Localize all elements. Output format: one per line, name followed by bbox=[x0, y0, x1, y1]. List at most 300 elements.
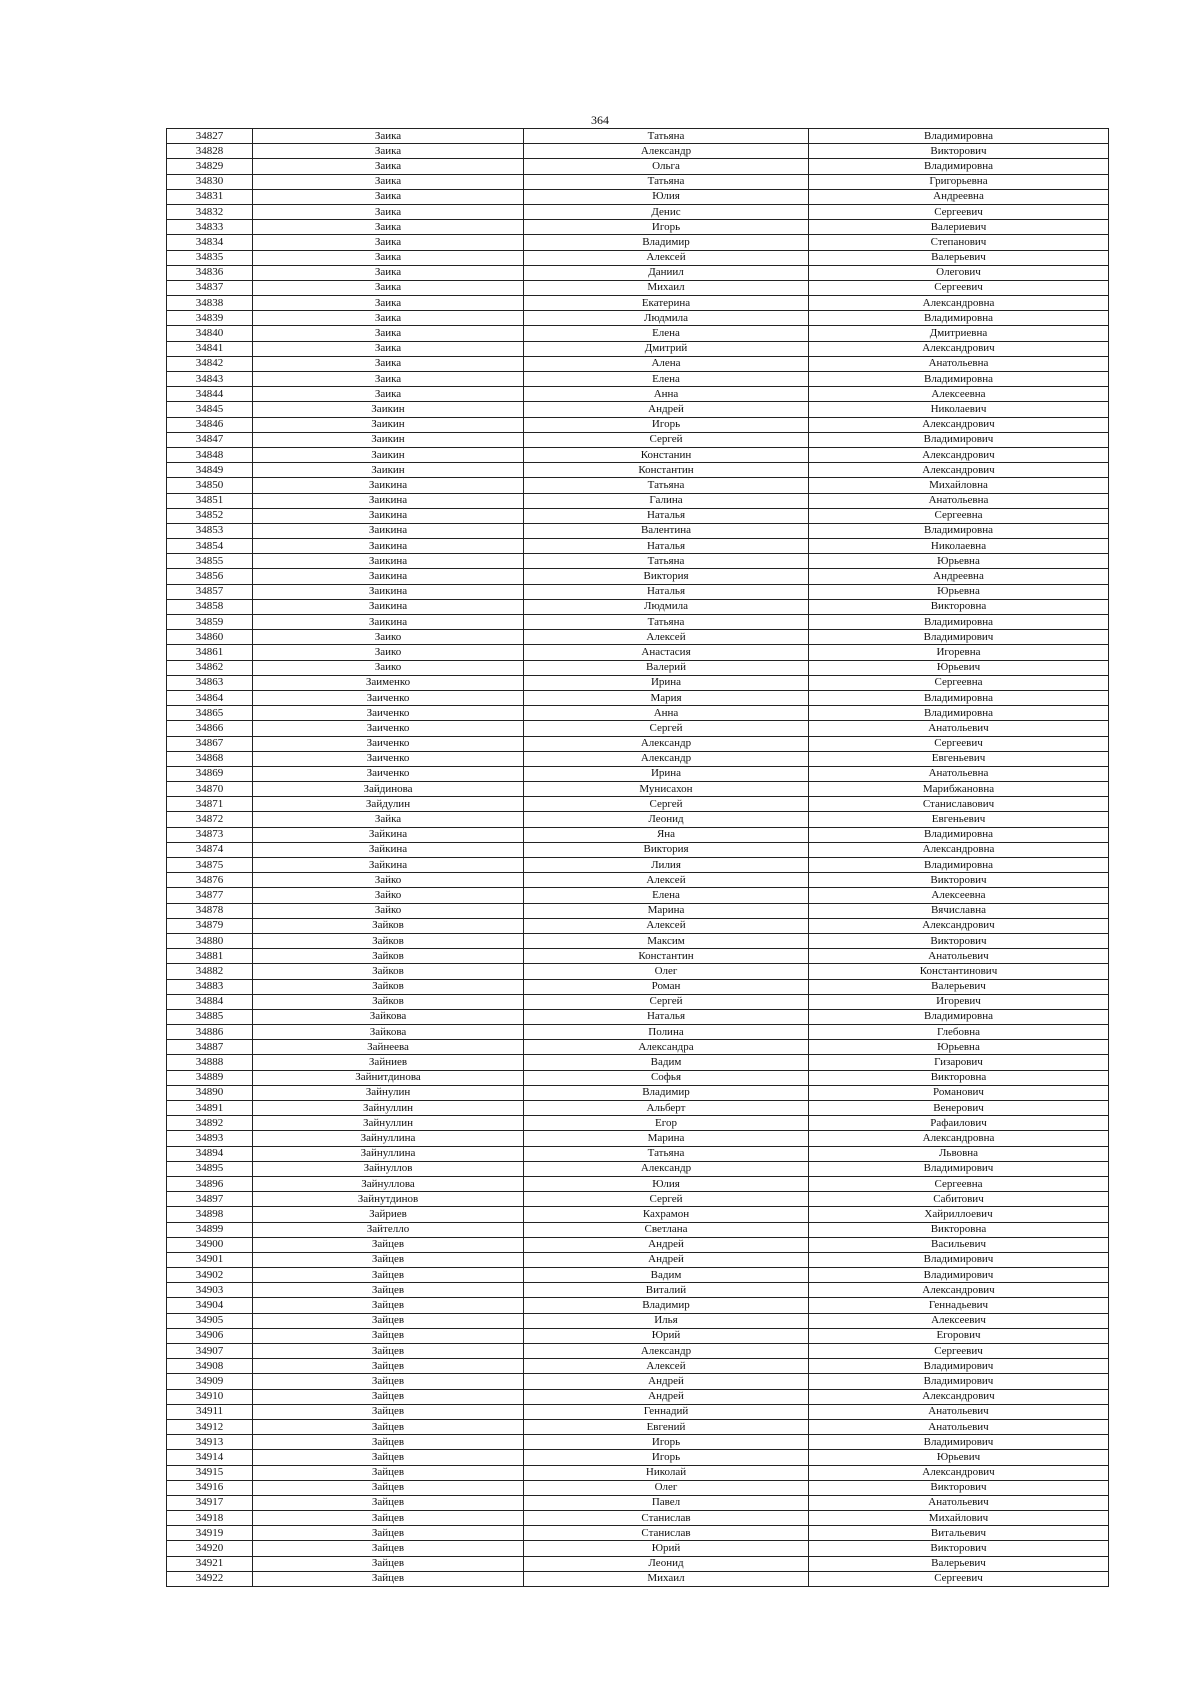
first-name-cell: Павел bbox=[524, 1495, 809, 1510]
first-name-cell: Светлана bbox=[524, 1222, 809, 1237]
patronymic-cell: Владимирович bbox=[809, 1374, 1109, 1389]
table-row bbox=[167, 964, 1109, 979]
record-number-cell: 34914 bbox=[167, 1450, 253, 1465]
record-number-cell: 34917 bbox=[167, 1495, 253, 1510]
last-name-cell: Зайнуллина bbox=[253, 1131, 524, 1146]
last-name-cell: Зайкина bbox=[253, 842, 524, 857]
record-number-cell: 34848 bbox=[167, 447, 253, 462]
last-name-cell: Зайнитдинова bbox=[253, 1070, 524, 1085]
record-number-cell: 34853 bbox=[167, 523, 253, 538]
last-name-cell: Заика bbox=[253, 189, 524, 204]
record-number-cell: 34828 bbox=[167, 144, 253, 159]
record-number-cell: 34910 bbox=[167, 1389, 253, 1404]
record-number-cell: 34865 bbox=[167, 706, 253, 721]
last-name-cell: Заикин bbox=[253, 463, 524, 478]
record-number-cell: 34833 bbox=[167, 220, 253, 235]
record-number-cell: 34851 bbox=[167, 493, 253, 508]
first-name-cell: Игорь bbox=[524, 1435, 809, 1450]
table-row bbox=[167, 888, 1109, 903]
patronymic-cell: Владимировна bbox=[809, 311, 1109, 326]
table-row bbox=[167, 660, 1109, 675]
record-number-cell: 34920 bbox=[167, 1541, 253, 1556]
last-name-cell: Зайкина bbox=[253, 858, 524, 873]
patronymic-cell: Васильевич bbox=[809, 1237, 1109, 1252]
table-row bbox=[167, 751, 1109, 766]
last-name-cell: Заиченко bbox=[253, 751, 524, 766]
record-number-cell: 34907 bbox=[167, 1344, 253, 1359]
table-row bbox=[167, 1085, 1109, 1100]
last-name-cell: Заика bbox=[253, 159, 524, 174]
patronymic-cell: Александрович bbox=[809, 1283, 1109, 1298]
patronymic-cell: Валерьевич bbox=[809, 1556, 1109, 1571]
patronymic-cell: Сергеевна bbox=[809, 1176, 1109, 1191]
table-row bbox=[167, 918, 1109, 933]
record-number-cell: 34868 bbox=[167, 751, 253, 766]
patronymic-cell: Игоревна bbox=[809, 645, 1109, 660]
table-row bbox=[167, 933, 1109, 948]
patronymic-cell: Глебовна bbox=[809, 1025, 1109, 1040]
patronymic-cell: Владимирович bbox=[809, 630, 1109, 645]
first-name-cell: Полина bbox=[524, 1025, 809, 1040]
record-number-cell: 34880 bbox=[167, 933, 253, 948]
record-number-cell: 34872 bbox=[167, 812, 253, 827]
table-row bbox=[167, 341, 1109, 356]
first-name-cell: Леонид bbox=[524, 812, 809, 827]
table-row bbox=[167, 1207, 1109, 1222]
table-row bbox=[167, 417, 1109, 432]
record-number-cell: 34871 bbox=[167, 797, 253, 812]
first-name-cell: Марина bbox=[524, 903, 809, 918]
first-name-cell: Алексей bbox=[524, 630, 809, 645]
table-row bbox=[167, 372, 1109, 387]
last-name-cell: Зайков bbox=[253, 933, 524, 948]
patronymic-cell: Алексеевна bbox=[809, 387, 1109, 402]
first-name-cell: Ирина bbox=[524, 675, 809, 690]
table-row bbox=[167, 1495, 1109, 1510]
first-name-cell: Александр bbox=[524, 751, 809, 766]
patronymic-cell: Сергеевич bbox=[809, 204, 1109, 219]
last-name-cell: Заикина bbox=[253, 523, 524, 538]
last-name-cell: Зайнуллина bbox=[253, 1146, 524, 1161]
patronymic-cell: Владимировна bbox=[809, 1009, 1109, 1024]
first-name-cell: Ольга bbox=[524, 159, 809, 174]
last-name-cell: Заикин bbox=[253, 417, 524, 432]
first-name-cell: Вадим bbox=[524, 1055, 809, 1070]
last-name-cell: Заиченко bbox=[253, 721, 524, 736]
table-row bbox=[167, 842, 1109, 857]
patronymic-cell: Владимирович bbox=[809, 1252, 1109, 1267]
patronymic-cell: Валериевич bbox=[809, 220, 1109, 235]
patronymic-cell: Александровна bbox=[809, 842, 1109, 857]
patronymic-cell: Сергеевна bbox=[809, 675, 1109, 690]
first-name-cell: Александр bbox=[524, 736, 809, 751]
first-name-cell: Татьяна bbox=[524, 129, 809, 144]
patronymic-cell: Дмитриевна bbox=[809, 326, 1109, 341]
record-number-cell: 34896 bbox=[167, 1176, 253, 1191]
table-row bbox=[167, 1116, 1109, 1131]
last-name-cell: Зайцев bbox=[253, 1419, 524, 1434]
first-name-cell: Алексей bbox=[524, 873, 809, 888]
table-row bbox=[167, 782, 1109, 797]
last-name-cell: Зайнеева bbox=[253, 1040, 524, 1055]
first-name-cell: Сергей bbox=[524, 721, 809, 736]
patronymic-cell: Юрьевна bbox=[809, 584, 1109, 599]
record-number-cell: 34886 bbox=[167, 1025, 253, 1040]
last-name-cell: Зайриев bbox=[253, 1207, 524, 1222]
last-name-cell: Зайков bbox=[253, 979, 524, 994]
page-number: 364 bbox=[591, 113, 609, 127]
last-name-cell: Заика bbox=[253, 356, 524, 371]
first-name-cell: Татьяна bbox=[524, 554, 809, 569]
record-number-cell: 34911 bbox=[167, 1404, 253, 1419]
record-number-cell: 34846 bbox=[167, 417, 253, 432]
patronymic-cell: Андреевна bbox=[809, 569, 1109, 584]
record-number-cell: 34877 bbox=[167, 888, 253, 903]
table-row bbox=[167, 1328, 1109, 1343]
last-name-cell: Зайков bbox=[253, 964, 524, 979]
last-name-cell: Заикина bbox=[253, 478, 524, 493]
first-name-cell: Юрий bbox=[524, 1328, 809, 1343]
last-name-cell: Зайцев bbox=[253, 1268, 524, 1283]
patronymic-cell: Игоревич bbox=[809, 994, 1109, 1009]
last-name-cell: Зайнуллин bbox=[253, 1116, 524, 1131]
record-number-cell: 34892 bbox=[167, 1116, 253, 1131]
patronymic-cell: Юрьевич bbox=[809, 1450, 1109, 1465]
first-name-cell: Софья bbox=[524, 1070, 809, 1085]
patronymic-cell: Юрьевна bbox=[809, 1040, 1109, 1055]
patronymic-cell: Анатольевич bbox=[809, 721, 1109, 736]
table-row bbox=[167, 296, 1109, 311]
table-row bbox=[167, 903, 1109, 918]
patronymic-cell: Владимирович bbox=[809, 1161, 1109, 1176]
table-row bbox=[167, 1419, 1109, 1434]
table-row bbox=[167, 675, 1109, 690]
patronymic-cell: Сергеевич bbox=[809, 1571, 1109, 1586]
last-name-cell: Заикин bbox=[253, 402, 524, 417]
last-name-cell: Заика bbox=[253, 326, 524, 341]
last-name-cell: Заикина bbox=[253, 615, 524, 630]
first-name-cell: Даниил bbox=[524, 265, 809, 280]
patronymic-cell: Анатольевич bbox=[809, 949, 1109, 964]
patronymic-cell: Александрович bbox=[809, 417, 1109, 432]
last-name-cell: Зайцев bbox=[253, 1571, 524, 1586]
patronymic-cell: Геннадьевич bbox=[809, 1298, 1109, 1313]
first-name-cell: Наталья bbox=[524, 1009, 809, 1024]
record-number-cell: 34889 bbox=[167, 1070, 253, 1085]
last-name-cell: Зайков bbox=[253, 949, 524, 964]
first-name-cell: Сергей bbox=[524, 994, 809, 1009]
last-name-cell: Зайцев bbox=[253, 1313, 524, 1328]
first-name-cell: Андрей bbox=[524, 1374, 809, 1389]
patronymic-cell: Львовна bbox=[809, 1146, 1109, 1161]
table-row bbox=[167, 1298, 1109, 1313]
patronymic-cell: Витальевич bbox=[809, 1526, 1109, 1541]
patronymic-cell: Александрович bbox=[809, 1389, 1109, 1404]
last-name-cell: Зайнуллова bbox=[253, 1176, 524, 1191]
table-row bbox=[167, 539, 1109, 554]
last-name-cell: Заиченко bbox=[253, 736, 524, 751]
first-name-cell: Людмила bbox=[524, 311, 809, 326]
last-name-cell: Заика bbox=[253, 204, 524, 219]
record-number-cell: 34866 bbox=[167, 721, 253, 736]
table-row bbox=[167, 736, 1109, 751]
last-name-cell: Зайцев bbox=[253, 1450, 524, 1465]
first-name-cell: Елена bbox=[524, 888, 809, 903]
last-name-cell: Заикина bbox=[253, 569, 524, 584]
record-number-cell: 34862 bbox=[167, 660, 253, 675]
table-row bbox=[167, 463, 1109, 478]
last-name-cell: Зайков bbox=[253, 994, 524, 1009]
patronymic-cell: Гизарович bbox=[809, 1055, 1109, 1070]
first-name-cell: Станислав bbox=[524, 1511, 809, 1526]
first-name-cell: Александр bbox=[524, 1344, 809, 1359]
patronymic-cell: Григорьевна bbox=[809, 174, 1109, 189]
table-row bbox=[167, 311, 1109, 326]
patronymic-cell: Викторовна bbox=[809, 1070, 1109, 1085]
patronymic-cell: Егорович bbox=[809, 1328, 1109, 1343]
first-name-cell: Илья bbox=[524, 1313, 809, 1328]
patronymic-cell: Владимировна bbox=[809, 615, 1109, 630]
record-number-cell: 34849 bbox=[167, 463, 253, 478]
record-number-cell: 34857 bbox=[167, 584, 253, 599]
record-number-cell: 34852 bbox=[167, 508, 253, 523]
first-name-cell: Александр bbox=[524, 1161, 809, 1176]
patronymic-cell: Сергеевич bbox=[809, 280, 1109, 295]
record-number-cell: 34859 bbox=[167, 615, 253, 630]
record-number-cell: 34888 bbox=[167, 1055, 253, 1070]
record-number-cell: 34884 bbox=[167, 994, 253, 1009]
last-name-cell: Зайка bbox=[253, 812, 524, 827]
first-name-cell: Яна bbox=[524, 827, 809, 842]
last-name-cell: Зайдинова bbox=[253, 782, 524, 797]
first-name-cell: Константин bbox=[524, 463, 809, 478]
patronymic-cell: Владимирович bbox=[809, 1435, 1109, 1450]
record-number-cell: 34913 bbox=[167, 1435, 253, 1450]
first-name-cell: Констанин bbox=[524, 447, 809, 462]
first-name-cell: Наталья bbox=[524, 508, 809, 523]
record-number-cell: 34902 bbox=[167, 1268, 253, 1283]
patronymic-cell: Анатольевна bbox=[809, 493, 1109, 508]
record-number-cell: 34864 bbox=[167, 690, 253, 705]
patronymic-cell: Анатольевич bbox=[809, 1419, 1109, 1434]
record-number-cell: 34887 bbox=[167, 1040, 253, 1055]
last-name-cell: Зайкова bbox=[253, 1009, 524, 1024]
patronymic-cell: Михайловна bbox=[809, 478, 1109, 493]
last-name-cell: Заика bbox=[253, 280, 524, 295]
first-name-cell: Игорь bbox=[524, 1450, 809, 1465]
patronymic-cell: Сергеевич bbox=[809, 1344, 1109, 1359]
patronymic-cell: Владимировна bbox=[809, 159, 1109, 174]
patronymic-cell: Сергеевна bbox=[809, 508, 1109, 523]
patronymic-cell: Юрьевич bbox=[809, 660, 1109, 675]
patronymic-cell: Анатольевич bbox=[809, 1404, 1109, 1419]
table-row bbox=[167, 569, 1109, 584]
last-name-cell: Заика bbox=[253, 387, 524, 402]
table-row bbox=[167, 1313, 1109, 1328]
first-name-cell: Николай bbox=[524, 1465, 809, 1480]
record-number-cell: 34863 bbox=[167, 675, 253, 690]
first-name-cell: Мунисахон bbox=[524, 782, 809, 797]
patronymic-cell: Хайриллоевич bbox=[809, 1207, 1109, 1222]
patronymic-cell: Валерьевич bbox=[809, 979, 1109, 994]
table-row bbox=[167, 994, 1109, 1009]
record-number-cell: 34891 bbox=[167, 1101, 253, 1116]
patronymic-cell: Николаевна bbox=[809, 539, 1109, 554]
patronymic-cell: Станиславович bbox=[809, 797, 1109, 812]
last-name-cell: Заика bbox=[253, 174, 524, 189]
table-row bbox=[167, 1374, 1109, 1389]
record-number-cell: 34840 bbox=[167, 326, 253, 341]
last-name-cell: Заико bbox=[253, 660, 524, 675]
patronymic-cell: Владимировна bbox=[809, 129, 1109, 144]
last-name-cell: Заикина bbox=[253, 599, 524, 614]
record-number-cell: 34845 bbox=[167, 402, 253, 417]
table-row bbox=[167, 235, 1109, 250]
first-name-cell: Кахрамон bbox=[524, 1207, 809, 1222]
first-name-cell: Алена bbox=[524, 356, 809, 371]
last-name-cell: Зайцев bbox=[253, 1298, 524, 1313]
patronymic-cell: Сергеевич bbox=[809, 736, 1109, 751]
table-row bbox=[167, 1404, 1109, 1419]
patronymic-cell: Александровна bbox=[809, 1131, 1109, 1146]
record-number-cell: 34915 bbox=[167, 1465, 253, 1480]
patronymic-cell: Анатольевна bbox=[809, 356, 1109, 371]
first-name-cell: Людмила bbox=[524, 599, 809, 614]
last-name-cell: Заика bbox=[253, 311, 524, 326]
record-number-cell: 34878 bbox=[167, 903, 253, 918]
patronymic-cell: Романович bbox=[809, 1085, 1109, 1100]
record-number-cell: 34903 bbox=[167, 1283, 253, 1298]
record-number-cell: 34899 bbox=[167, 1222, 253, 1237]
last-name-cell: Заика bbox=[253, 129, 524, 144]
table-row bbox=[167, 1571, 1109, 1586]
table-row bbox=[167, 827, 1109, 842]
first-name-cell: Татьяна bbox=[524, 615, 809, 630]
patronymic-cell: Константинович bbox=[809, 964, 1109, 979]
first-name-cell: Валентина bbox=[524, 523, 809, 538]
table-row bbox=[167, 204, 1109, 219]
first-name-cell: Максим bbox=[524, 933, 809, 948]
table-row bbox=[167, 250, 1109, 265]
record-number-cell: 34855 bbox=[167, 554, 253, 569]
patronymic-cell: Андреевна bbox=[809, 189, 1109, 204]
patronymic-cell: Викторович bbox=[809, 1480, 1109, 1495]
record-number-cell: 34894 bbox=[167, 1146, 253, 1161]
last-name-cell: Заикина bbox=[253, 508, 524, 523]
record-number-cell: 34838 bbox=[167, 296, 253, 311]
table-row bbox=[167, 1526, 1109, 1541]
first-name-cell: Ирина bbox=[524, 766, 809, 781]
table-row bbox=[167, 1556, 1109, 1571]
first-name-cell: Сергей bbox=[524, 432, 809, 447]
first-name-cell: Олег bbox=[524, 964, 809, 979]
record-number-cell: 34873 bbox=[167, 827, 253, 842]
last-name-cell: Заика bbox=[253, 235, 524, 250]
table-row bbox=[167, 326, 1109, 341]
patronymic-cell: Александрович bbox=[809, 447, 1109, 462]
record-number-cell: 34901 bbox=[167, 1252, 253, 1267]
registry-body bbox=[167, 129, 1109, 1587]
record-number-cell: 34883 bbox=[167, 979, 253, 994]
table-row bbox=[167, 812, 1109, 827]
first-name-cell: Татьяна bbox=[524, 174, 809, 189]
table-row bbox=[167, 144, 1109, 159]
last-name-cell: Зайков bbox=[253, 918, 524, 933]
table-row bbox=[167, 387, 1109, 402]
last-name-cell: Зайцев bbox=[253, 1328, 524, 1343]
table-row bbox=[167, 189, 1109, 204]
first-name-cell: Олег bbox=[524, 1480, 809, 1495]
last-name-cell: Зайцев bbox=[253, 1344, 524, 1359]
table-row bbox=[167, 174, 1109, 189]
table-row bbox=[167, 1344, 1109, 1359]
last-name-cell: Зайко bbox=[253, 903, 524, 918]
record-number-cell: 34876 bbox=[167, 873, 253, 888]
record-number-cell: 34905 bbox=[167, 1313, 253, 1328]
record-number-cell: 34832 bbox=[167, 204, 253, 219]
last-name-cell: Зайнутдинов bbox=[253, 1192, 524, 1207]
table-row bbox=[167, 873, 1109, 888]
table-row bbox=[167, 1025, 1109, 1040]
record-number-cell: 34843 bbox=[167, 372, 253, 387]
last-name-cell: Зайнулин bbox=[253, 1085, 524, 1100]
table-row bbox=[167, 1131, 1109, 1146]
table-row bbox=[167, 478, 1109, 493]
record-number-cell: 34881 bbox=[167, 949, 253, 964]
first-name-cell: Анастасия bbox=[524, 645, 809, 660]
table-row bbox=[167, 721, 1109, 736]
table-row bbox=[167, 1541, 1109, 1556]
patronymic-cell: Сабитович bbox=[809, 1192, 1109, 1207]
last-name-cell: Зайкова bbox=[253, 1025, 524, 1040]
table-row bbox=[167, 797, 1109, 812]
patronymic-cell: Викторович bbox=[809, 1541, 1109, 1556]
record-number-cell: 34895 bbox=[167, 1161, 253, 1176]
record-number-cell: 34860 bbox=[167, 630, 253, 645]
record-number-cell: 34890 bbox=[167, 1085, 253, 1100]
first-name-cell: Дмитрий bbox=[524, 341, 809, 356]
table-row bbox=[167, 858, 1109, 873]
last-name-cell: Зайко bbox=[253, 888, 524, 903]
patronymic-cell: Михайлович bbox=[809, 1511, 1109, 1526]
patronymic-cell: Викторовна bbox=[809, 599, 1109, 614]
patronymic-cell: Александрович bbox=[809, 918, 1109, 933]
table-row bbox=[167, 630, 1109, 645]
record-number-cell: 34844 bbox=[167, 387, 253, 402]
first-name-cell: Мария bbox=[524, 690, 809, 705]
table-row bbox=[167, 1480, 1109, 1495]
patronymic-cell: Владимирович bbox=[809, 1359, 1109, 1374]
table-row bbox=[167, 1450, 1109, 1465]
record-number-cell: 34908 bbox=[167, 1359, 253, 1374]
record-number-cell: 34897 bbox=[167, 1192, 253, 1207]
record-number-cell: 34842 bbox=[167, 356, 253, 371]
table-row bbox=[167, 432, 1109, 447]
patronymic-cell: Александрович bbox=[809, 341, 1109, 356]
record-number-cell: 34836 bbox=[167, 265, 253, 280]
table-row bbox=[167, 1146, 1109, 1161]
first-name-cell: Игорь bbox=[524, 220, 809, 235]
last-name-cell: Заика bbox=[253, 265, 524, 280]
last-name-cell: Заиченко bbox=[253, 766, 524, 781]
patronymic-cell: Владимировна bbox=[809, 706, 1109, 721]
first-name-cell: Екатерина bbox=[524, 296, 809, 311]
record-number-cell: 34869 bbox=[167, 766, 253, 781]
record-number-cell: 34847 bbox=[167, 432, 253, 447]
patronymic-cell: Марибжановна bbox=[809, 782, 1109, 797]
table-row bbox=[167, 493, 1109, 508]
table-row bbox=[167, 1511, 1109, 1526]
